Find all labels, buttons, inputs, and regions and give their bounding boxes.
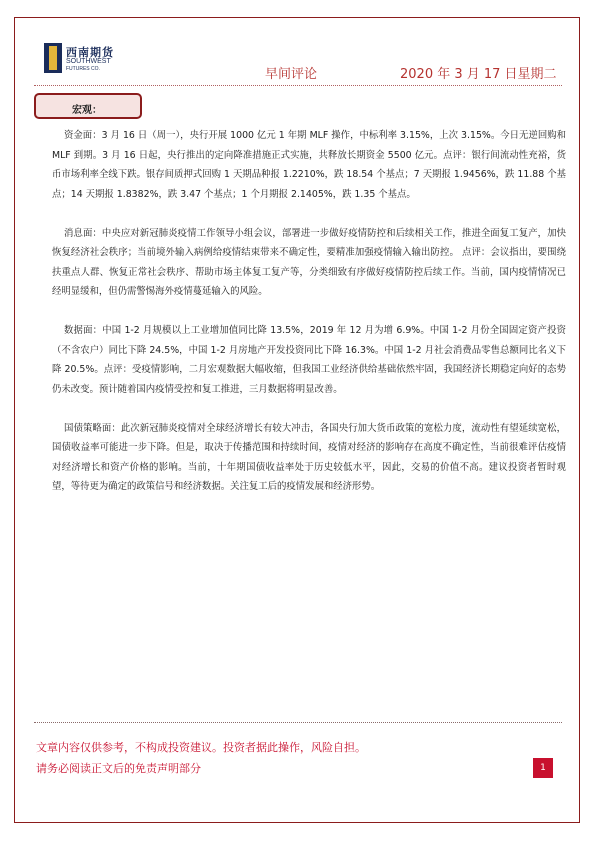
section-label: 宏观： [72, 105, 102, 116]
report-date: 2020 年 3 月 17 日星期二 [400, 67, 557, 82]
article-body [52, 126, 566, 516]
report-title: 早间评论 [265, 67, 318, 82]
section-heading [34, 93, 142, 119]
disclaimer-notice: 请务必阅读正文后的免责声明部分 [36, 762, 201, 775]
paragraph-data: 数据面：中国 1-2 月规模以上工业增加值同比降 13.5%，2019 年 12 月为增 6.9%。中国 1-2 月份全国固定资产投资（不含农户）同比下降 24.5%，中国 1-2 月房地产开发投资同比下降 16.3%。中国 1-2 月社会消费品零售总额同比名义下降 20.5%。点评：受疫情影响，二月宏观数据大幅收缩，但我国工业经济供给基础依然牢固，我国经济长期稳定向好的态势仍未改变。预计随着国内疫情受控和复工推进，三月数据将明显改善。 [52, 325, 566, 395]
header-divider [34, 85, 562, 86]
footer-divider [34, 722, 562, 723]
paragraph-funding: 资金面：3 月 16 日（周一），央行开展 1000 亿元 1 年期 MLF 操作，中标利率 3.15%，上次 3.15%。今日无逆回购和 MLF 到期。3 月 16 日起，央行推出的定向降准措施正式实施，共释放长期资金 5500 亿元。点评：银行间流动性充裕，货币市场利率全线下跌。银存间质押式回购 1 天期品种报 1.2210%，跌 18.54 个基点；7 天期报 1.9456%，跌 11.88 个基点；14 天期报 1.8382%，跌 3.47 个基点；1 个月期报 2.1405%，跌 1.35 个基点。 [52, 130, 566, 200]
page-number: 1 [533, 758, 553, 778]
paragraph-news: 消息面：中央应对新冠肺炎疫情工作领导小组会议，部署进一步做好疫情防控和后续相关工作，推进全面复工复产，加快恢复经济社会秩序；当前境外输入病例给疫情结束带来不确定性，要精准加强疫情输入输出防控。 点评：会议指出，要围绕扶重点人群、恢复正常社会秩序、帮助市场主体复工复产等，分类细致有序做好疫情防控后续工作。当前，国内疫情情况已经明显缓和，但仍需警惕海外疫情蔓延输入的风险。 [52, 227, 566, 297]
paragraph-bond-strategy: 国债策略面：此次新冠肺炎疫情对全球经济增长有较大冲击，各国央行加大货币政策的宽松力度，流动性有望延续宽松，国债收益率可能进一步下降。但是，取决于传播范围和持续时间，疫情对经济的影响存在高度不确定性，当前很难评估疫情对经济增长和资产价格的影响。当前，十年期国债收益率处于历史较低水平，因此，交易的价值不高。建议投资者暂时观望，等待更为确定的政策信号和经济数据。关注复工后的疫情发展和经济形势。 [52, 422, 566, 492]
logo-cn-text: 西南期货 [66, 46, 114, 59]
logo-icon [44, 43, 62, 73]
logo-en-text: SOUTHWEST [66, 58, 111, 65]
disclaimer-text: 文章内容仅供参考，不构成投资建议。投资者据此操作，风险自担。 [36, 741, 366, 754]
logo-sub-text: FUTURES CO. [66, 66, 100, 72]
company-logo [44, 43, 128, 73]
